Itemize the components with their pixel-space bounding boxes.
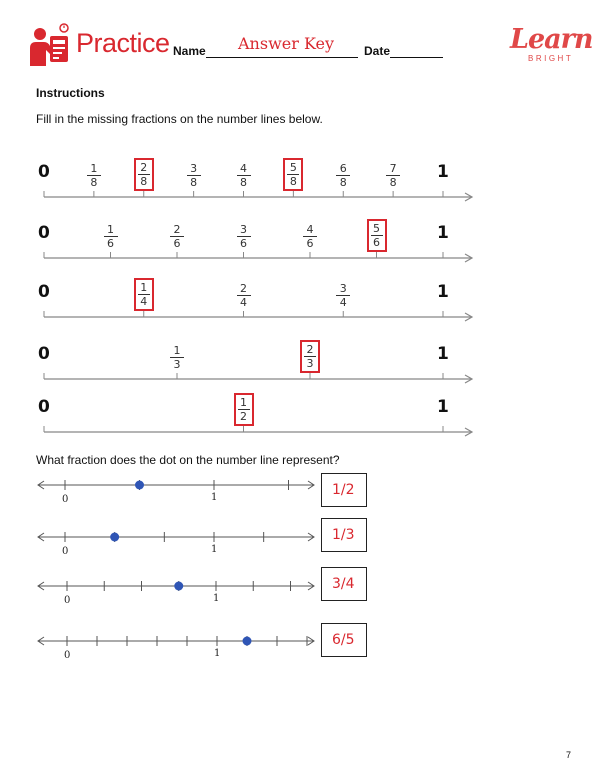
fraction-denominator: 6 [240,237,247,250]
fraction-denominator: 6 [107,237,114,250]
fraction-numerator: 5 [289,161,297,174]
number-line-end-label: 1 [437,223,449,243]
zero-label: 0 [62,546,69,557]
one-label: 1 [211,544,218,555]
answer-fraction [283,158,303,191]
zero-label: 0 [64,595,71,606]
fraction-denominator: 3 [173,358,181,371]
answer-text: 3/4 [332,576,355,592]
fraction-label [334,162,352,189]
fraction-denominator: 8 [140,175,148,188]
fraction-denominator: 3 [306,357,314,370]
fraction-denominator: 8 [90,176,98,189]
number-line-axis [0,422,600,442]
fraction-label [235,162,253,189]
fraction-numerator: 1 [240,396,247,409]
fraction-label [168,223,186,250]
one-label: 1 [211,492,218,503]
fraction-label [334,282,352,309]
fraction-label [235,223,253,250]
one-label: 1 [213,593,220,604]
fraction-numerator: 1 [140,281,148,294]
number-line-start-label: 0 [38,162,50,182]
page-number: 7 [566,750,572,760]
answer-box [321,473,367,507]
fraction-numerator: 2 [240,282,247,295]
answer-fraction [300,340,320,373]
fraction-numerator: 4 [240,162,247,175]
fraction-numerator: 3 [240,223,247,236]
dot-marker [243,637,252,646]
fraction-denominator: 8 [240,176,247,189]
fraction-denominator: 4 [140,295,148,308]
one-label: 1 [214,648,221,659]
dot-number-line-axis [0,574,600,598]
fraction-numerator: 5 [373,222,380,235]
fraction-label [85,162,103,189]
fraction-numerator: 2 [306,343,314,356]
fraction-denominator: 6 [306,237,314,250]
fraction-numerator: 2 [173,223,181,236]
fraction-label [384,162,402,189]
number-line-axis [0,248,600,268]
fraction-denominator: 8 [339,176,347,189]
answer-box [321,518,367,552]
number-line-start-label: 0 [38,397,50,417]
dot-number-line-axis [0,473,600,497]
number-line-end-label: 1 [437,282,449,302]
answer-fraction [234,393,254,426]
dot-marker [135,481,144,490]
fraction-numerator: 1 [90,162,98,175]
number-line-start-label: 0 [38,344,50,364]
fraction-numerator: 2 [140,161,148,174]
answer-fraction [134,158,154,191]
learn-bright-logo: Learn [510,24,593,55]
fraction-numerator: 4 [306,223,314,236]
fraction-denominator: 2 [240,410,247,423]
answer-text: 6/5 [332,632,355,648]
instructions-text: Fill in the missing fractions on the number lines below. [36,112,323,126]
answer-fraction [367,219,387,252]
fraction-denominator: 6 [173,237,181,250]
fraction-label [301,223,319,250]
name-line [206,57,358,58]
fraction-numerator: 3 [339,282,347,295]
fraction-numerator: 1 [107,223,114,236]
fraction-numerator: 7 [389,162,397,175]
dot-number-line-axis [0,629,600,653]
instructions-title: Instructions [36,86,105,100]
fraction-numerator: 6 [339,162,347,175]
fraction-denominator: 4 [240,296,247,309]
page-title: Practice [76,28,170,58]
date-line [390,57,443,58]
fraction-denominator: 8 [389,176,397,189]
number-line-end-label: 1 [437,397,449,417]
dot-marker [110,533,119,542]
question2-text: What fraction does the dot on the number line represent? [36,453,340,467]
answer-text: 1/3 [332,527,355,543]
learn-bright-logo-subtext: BRIGHT [528,54,574,63]
name-value: Answer Key [238,34,334,53]
fraction-numerator: 1 [173,344,181,357]
answer-box [321,623,367,657]
fraction-label [102,223,120,250]
answer-box [321,567,367,601]
answer-text: 1/2 [332,482,355,498]
fraction-label [235,282,253,309]
number-line-start-label: 0 [38,223,50,243]
fraction-label [185,162,203,189]
number-line-start-label: 0 [38,282,50,302]
number-line-end-label: 1 [437,344,449,364]
zero-label: 0 [62,494,69,505]
name-label: Name [173,44,206,58]
answer-fraction [134,278,154,311]
number-line-end-label: 1 [437,162,449,182]
zero-label: 0 [64,650,71,661]
fraction-denominator: 6 [373,236,380,249]
number-line-axis [0,307,600,327]
dot-marker [174,582,183,591]
fraction-label [168,344,186,371]
fraction-numerator: 3 [190,162,198,175]
dot-number-line-axis [0,525,600,549]
practice-person-icon [28,22,74,68]
fraction-denominator: 8 [190,176,198,189]
fraction-denominator: 4 [339,296,347,309]
fraction-denominator: 8 [289,175,297,188]
date-label: Date [364,44,391,58]
